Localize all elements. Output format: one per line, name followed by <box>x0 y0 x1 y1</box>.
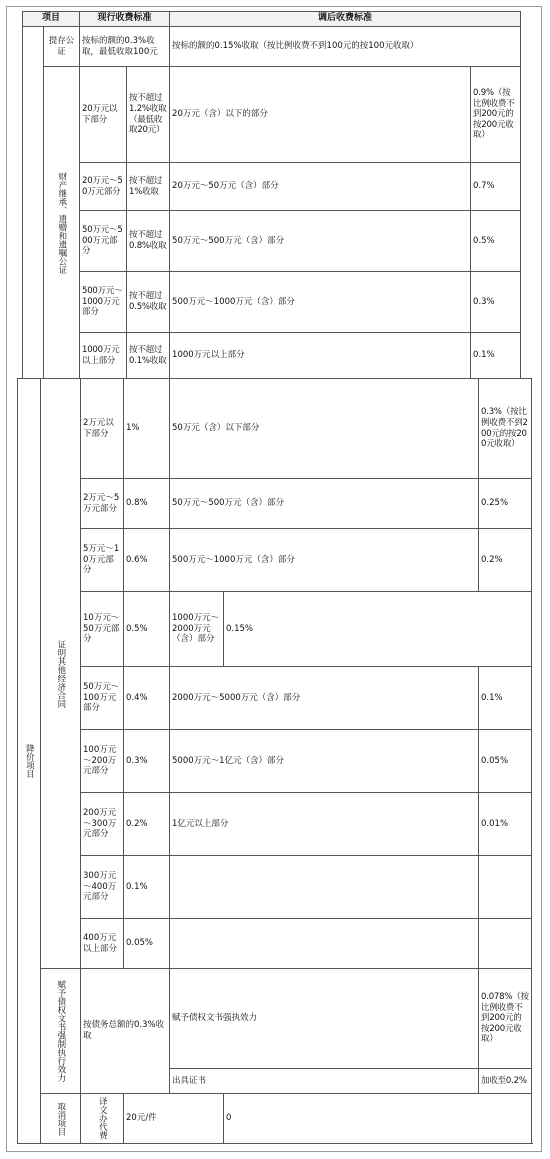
tier-cell: 10万元～50万元部分 <box>81 592 124 667</box>
tier-cell: 200万元～300万元部分 <box>81 793 124 856</box>
table-row <box>23 211 521 272</box>
tier-cell: 1000万元以上部分 <box>80 333 127 379</box>
rate-cell: 0.6% <box>124 529 170 592</box>
rate-cell: 0.05% <box>124 919 170 969</box>
range-cell <box>170 856 479 919</box>
rate-cell: 按不超过0.8%收取 <box>127 211 170 272</box>
tier-cell: 20万元以下部分 <box>80 67 127 163</box>
table-row <box>18 1094 532 1144</box>
range-cell: 5000万元～1亿元（含）部分 <box>170 730 479 793</box>
new-rate-cell: 0.25% <box>479 479 532 529</box>
range-cell: 50万元～500万元（含）部分 <box>170 211 471 272</box>
item-name: 译文办代费 <box>81 1094 124 1144</box>
table-row <box>18 793 532 856</box>
rate-cell: 0.5% <box>124 592 170 667</box>
current-standard: 按标的额的0.3%收取，最低收取100元 <box>80 27 170 67</box>
header-current: 现行收费标准 <box>80 12 170 27</box>
tier-cell: 100万元～200万元部分 <box>81 730 124 793</box>
rate-cell: 按不超过0.1%收取 <box>127 333 170 379</box>
adjusted-standard: 0 <box>224 1094 532 1144</box>
header-item: 项目 <box>23 12 80 27</box>
table-row <box>18 856 532 919</box>
new-rate-cell: 0.01% <box>479 793 532 856</box>
table-header-row <box>23 12 521 27</box>
table-row <box>23 27 521 67</box>
range-cell: 出具证书 <box>170 1069 479 1094</box>
rate-cell: 按不超过1%收取 <box>127 163 170 211</box>
group-spacer <box>23 27 44 379</box>
new-rate-cell: 0.3%（按比例收费不到200元的按200元收取） <box>479 379 532 479</box>
tier-cell: 50万元～500万元部分 <box>80 211 127 272</box>
rate-cell: 1% <box>124 379 170 479</box>
item-name: 证明其他经济合同 <box>41 379 81 969</box>
rate-cell: 0.4% <box>124 667 170 730</box>
range-cell: 50万元～500万元（含）部分 <box>170 479 479 529</box>
rate-cell: 0.1% <box>124 856 170 919</box>
current-standard: 20元/件 <box>124 1094 224 1144</box>
range-cell: 20万元（含）以下的部分 <box>170 67 471 163</box>
new-rate-cell: 0.5% <box>471 211 521 272</box>
new-rate-cell: 0.3% <box>471 272 521 333</box>
tier-cell: 500万元～1000万元部分 <box>80 272 127 333</box>
range-cell: 2000万元～5000万元（含）部分 <box>170 667 479 730</box>
table-row <box>23 163 521 211</box>
current-standard: 按债务总额的0.3%收取 <box>81 969 170 1094</box>
table-row <box>18 969 532 1069</box>
rate-cell: 0.2% <box>124 793 170 856</box>
new-rate-cell: 0.7% <box>471 163 521 211</box>
tier-cell: 400万元以上部分 <box>81 919 124 969</box>
range-cell: 1000万元～2000万元（含）部分 <box>170 592 224 667</box>
tier-cell: 20万元～50万元部分 <box>80 163 127 211</box>
new-rate-cell: 0.1% <box>479 667 532 730</box>
range-cell <box>170 919 479 969</box>
range-cell: 1000万元以上部分 <box>170 333 471 379</box>
table-row <box>18 919 532 969</box>
group-reduce: 降价项目 <box>18 379 41 1144</box>
new-rate-cell: 0.1% <box>471 333 521 379</box>
table-row <box>18 667 532 730</box>
header-adjusted: 调后收费标准 <box>170 12 521 27</box>
new-rate-cell <box>479 856 532 919</box>
fee-table-top <box>22 11 521 379</box>
table-row <box>18 592 532 667</box>
tier-cell: 2万元～5万元部分 <box>81 479 124 529</box>
item-name: 赋予债权文书强制执行效力 <box>41 969 81 1094</box>
new-rate-cell: 0.15% <box>224 592 532 667</box>
table-row <box>23 67 521 163</box>
new-rate-cell <box>479 919 532 969</box>
new-rate-cell: 0.078%（按比例收费不到200元的按200元收取） <box>479 969 532 1069</box>
rate-cell: 按不超过0.5%收取 <box>127 272 170 333</box>
table-row <box>18 730 532 793</box>
range-cell: 500万元～1000万元（含）部分 <box>170 529 479 592</box>
table-row <box>18 479 532 529</box>
new-rate-cell: 0.2% <box>479 529 532 592</box>
new-rate-cell: 加收至0.2% <box>479 1069 532 1094</box>
rate-cell: 按不超过1.2%收取（最低收取20元） <box>127 67 170 163</box>
new-rate-cell: 0.9%（按比例收费不到200元的按200元收取） <box>471 67 521 163</box>
group-cancel: 取消项目 <box>41 1094 81 1144</box>
item-name: 提存公证 <box>44 27 80 67</box>
range-cell: 50万元（含）以下部分 <box>170 379 479 479</box>
tier-cell: 300万元～400万元部分 <box>81 856 124 919</box>
rate-cell: 0.8% <box>124 479 170 529</box>
table-row <box>23 333 521 379</box>
tier-cell: 5万元～10万元部分 <box>81 529 124 592</box>
tier-cell: 50万元～100万元部分 <box>81 667 124 730</box>
range-cell: 1亿元以上部分 <box>170 793 479 856</box>
table-row <box>18 529 532 592</box>
fee-table-bottom <box>17 378 532 1144</box>
rate-cell: 0.3% <box>124 730 170 793</box>
table-row <box>18 379 532 479</box>
range-cell: 20万元～50万元（含）部分 <box>170 163 471 211</box>
range-cell: 500万元～1000万元（含）部分 <box>170 272 471 333</box>
tier-cell: 2万元以下部分 <box>81 379 124 479</box>
table-row <box>23 272 521 333</box>
item-name: 财产继承、遗赠和遗嘱公证 <box>44 67 80 379</box>
new-rate-cell: 0.05% <box>479 730 532 793</box>
adjusted-standard: 按标的额的0.15%收取（按比例收费不到100元的按100元收取） <box>170 27 521 67</box>
range-cell: 赋予债权文书强执效力 <box>170 969 479 1069</box>
